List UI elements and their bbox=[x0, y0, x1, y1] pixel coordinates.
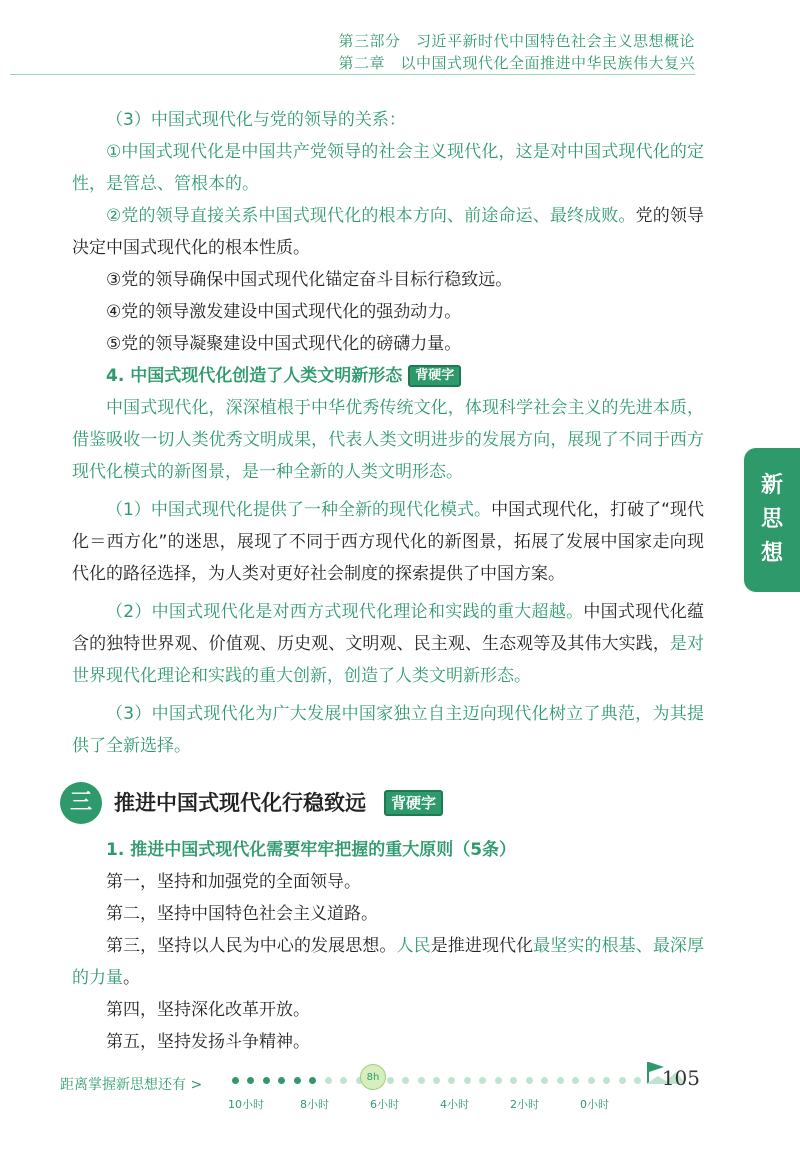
s4-point-2-mid: 中国式现代化蕴含的独特世界观、价值观、历史观、文明观、民主观、生态观等及其伟大实践， bbox=[72, 602, 704, 654]
progress-dot bbox=[619, 1077, 626, 1084]
s4-point-3: （3）中国式现代化为广大发展中国家独立自主迈向现代化树立了典范，为其提供了全新选择。 bbox=[72, 704, 704, 756]
progress-tick: 8小时 bbox=[300, 1098, 329, 1111]
side-tab-char: 思 bbox=[760, 507, 783, 532]
progress-dot bbox=[294, 1077, 301, 1084]
progress-dot bbox=[588, 1077, 595, 1084]
rel-item-2 bbox=[72, 200, 704, 264]
progress-dot bbox=[263, 1077, 270, 1084]
progress-tick: 10小时 bbox=[228, 1098, 264, 1111]
memorize-badge: 背硬字 bbox=[408, 365, 461, 387]
progress-tick: 4小时 bbox=[440, 1098, 469, 1111]
progress-marker: 8h bbox=[360, 1064, 386, 1090]
principle-2: 第二，坚持中国特色社会主义道路。 bbox=[106, 904, 378, 924]
rel-item-2-key: ②党的领导直接关系中国式现代化的根本方向、前途命运、最终成败。 bbox=[106, 206, 636, 226]
s4-point-1 bbox=[72, 494, 704, 590]
progress-tick: 0小时 bbox=[580, 1098, 609, 1111]
progress-dot bbox=[541, 1077, 548, 1084]
section-title: 推进中国式现代化行稳致远 bbox=[114, 791, 366, 815]
rel-item-4: ④党的领导激发建设中国式现代化的强劲动力。 bbox=[106, 302, 462, 322]
page-number: 105 bbox=[661, 1066, 700, 1090]
rel-item-5: ⑤党的领导凝聚建设中国式现代化的磅礴力量。 bbox=[106, 334, 462, 354]
s4-point-1-key: （1）中国式现代化提供了一种全新的现代化模式。 bbox=[106, 500, 492, 520]
principle-1: 第一，坚持和加强党的全面领导。 bbox=[106, 872, 361, 892]
principle-3-b: 人民 bbox=[396, 936, 431, 956]
section-3-heading bbox=[60, 782, 704, 824]
principle-5: 第五，坚持发扬斗争精神。 bbox=[106, 1032, 310, 1052]
memorize-badge: 背硬字 bbox=[384, 790, 443, 816]
s4-point-2-end: 是对世界现代化理论和实践的重大创新，创造了人类文明新形态。 bbox=[72, 634, 705, 686]
principle-4: 第四，坚持深化改革开放。 bbox=[106, 1000, 310, 1020]
progress-tick: 6小时 bbox=[370, 1098, 399, 1111]
progress-dot bbox=[418, 1077, 425, 1084]
side-tab-char: 想 bbox=[760, 541, 783, 566]
principle-3-c: 是推进现代化 bbox=[430, 936, 534, 956]
page-header bbox=[338, 30, 695, 74]
header-part: 第三部分 习近平新时代中国特色社会主义思想概论 bbox=[338, 32, 695, 50]
principle-3-e: 。 bbox=[123, 968, 140, 988]
s4-point-2 bbox=[72, 596, 704, 692]
header-chapter: 第二章 以中国式现代化全面推进中华民族伟大复兴 bbox=[338, 54, 695, 72]
footer bbox=[60, 1064, 700, 1124]
progress-dot bbox=[510, 1077, 517, 1084]
progress-dot bbox=[464, 1077, 471, 1084]
progress-dot bbox=[526, 1077, 533, 1084]
progress-track bbox=[232, 1073, 642, 1089]
progress-dot bbox=[572, 1077, 579, 1084]
rel-title: （3）中国式现代化与党的领导的关系： bbox=[106, 110, 406, 130]
progress-dot bbox=[309, 1077, 316, 1084]
s4-point-2-key: （2）中国式现代化是对西方式现代化理论和实践的重大超越。 bbox=[106, 602, 584, 622]
principle-3-a: 第三，坚持以人民为中心的发展思想。 bbox=[106, 936, 397, 956]
s4-title bbox=[106, 360, 704, 392]
s4-title-text: 4. 中国式现代化创造了人类文明新形态 bbox=[106, 366, 403, 386]
progress-dot bbox=[433, 1077, 440, 1084]
principle-3-d: 最坚实的根基、最深厚的力量 bbox=[72, 936, 705, 988]
s4-intro: 中国式现代化，深深植根于中华优秀传统文化，体现科学社会主义的先进本质，借鉴吸收一切人类优秀文明成果，代表人类文明进步的发展方向，展现了不同于西方现代化模式的新图景，是一种全新的人类文明形态。 bbox=[72, 398, 704, 482]
progress-dot bbox=[325, 1077, 332, 1084]
progress-dot bbox=[340, 1077, 347, 1084]
sec3-subtitle: 1. 推进中国式现代化需要牢牢把握的重大原则（5条） bbox=[106, 840, 517, 860]
progress-dot bbox=[247, 1077, 254, 1084]
progress-dot bbox=[448, 1077, 455, 1084]
progress-dot bbox=[232, 1077, 239, 1084]
progress-dot bbox=[634, 1077, 641, 1084]
s4-point-1-rest: 中国式现代化，打破了“现代化＝西方化”的迷思，展现了不同于西方现代化的新图景，拓展了发展中国家走向现代化的路径选择，为人类对更好社会制度的探索提供了中国方案。 bbox=[72, 500, 704, 584]
progress-dot bbox=[557, 1077, 564, 1084]
principle-3 bbox=[72, 930, 704, 994]
rel-item-2-rest: 党的领导决定中国式现代化的根本性质。 bbox=[72, 206, 704, 258]
rel-item-1: ①中国式现代化是中国共产党领导的社会主义现代化，这是对中国式现代化的定性，是管总、管根本的。 bbox=[72, 142, 704, 194]
progress-dot bbox=[402, 1077, 409, 1084]
progress-dot bbox=[479, 1077, 486, 1084]
progress-dot bbox=[278, 1077, 285, 1084]
progress-dot bbox=[387, 1077, 394, 1084]
progress-label: 距离掌握新思想还有 > bbox=[60, 1077, 203, 1093]
side-tab[interactable] bbox=[744, 448, 800, 592]
progress-dot bbox=[603, 1077, 610, 1084]
header-divider bbox=[10, 74, 695, 75]
progress-dot bbox=[495, 1077, 502, 1084]
progress-tick: 2小时 bbox=[510, 1098, 539, 1111]
main-content bbox=[69, 104, 705, 1058]
section-number-icon: 三 bbox=[60, 782, 102, 824]
side-tab-char: 新 bbox=[760, 473, 783, 498]
rel-item-3: ③党的领导确保中国式现代化锚定奋斗目标行稳致远。 bbox=[106, 270, 513, 290]
